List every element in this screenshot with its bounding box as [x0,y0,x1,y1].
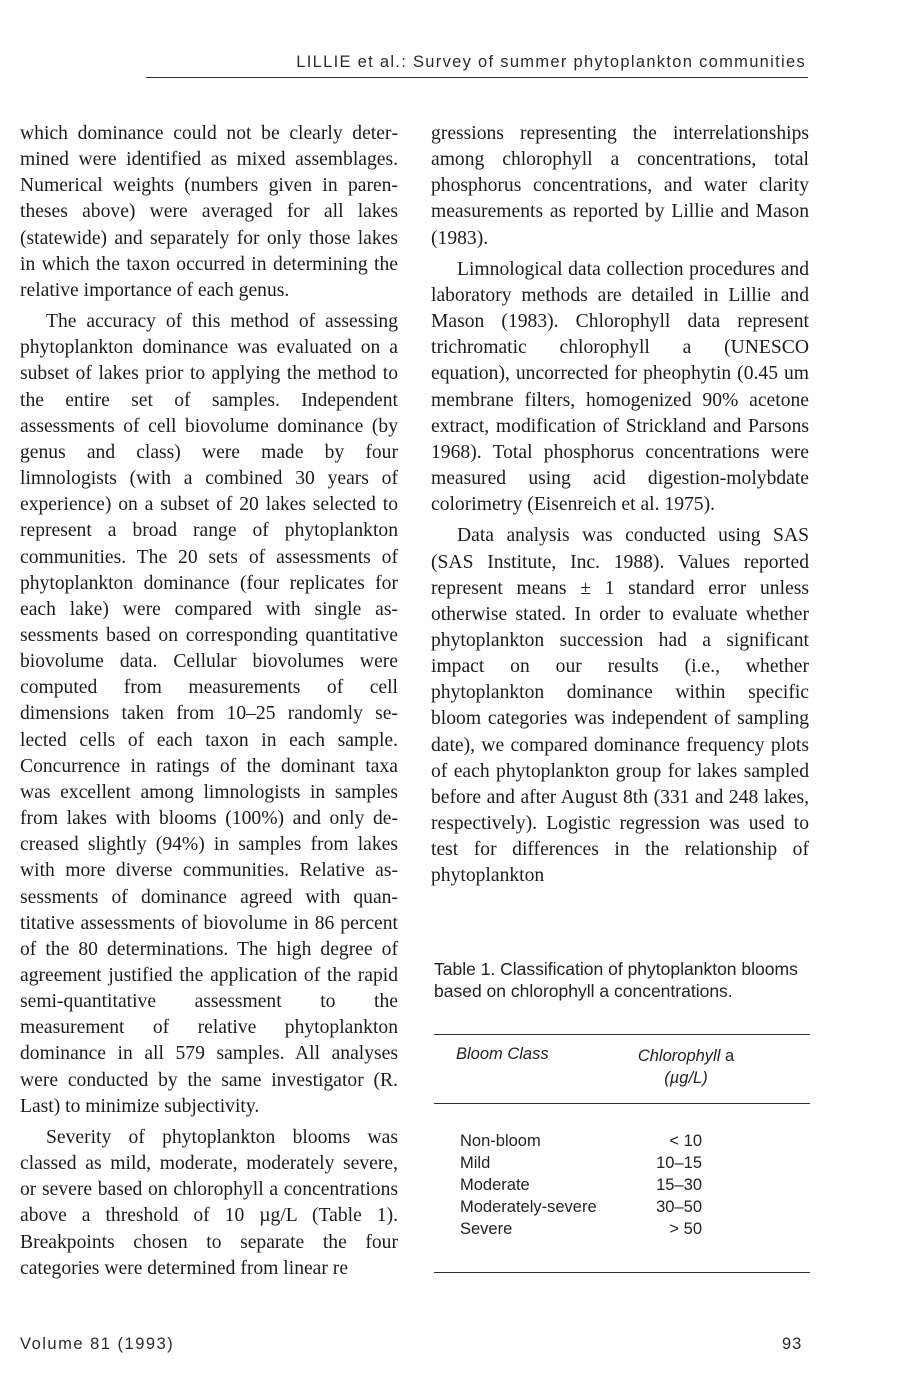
volume-footer: Volume 81 (1993) [20,1335,175,1353]
paragraph-regressions: gressions representing the interrelationships among chlorophyll a concentrations, total phosphorus concentrations, and water clarity measurements as reported by Lillie and Mason (1983). [431,123,809,249]
bloom-class-cell: Severe [460,1220,513,1238]
left-column [20,121,398,1282]
header-chlorophyll-unit: (µg/L) [664,1069,708,1087]
paragraph-analysis: Data analysis was conducted using SAS (SAS Institute, Inc. 1988). Values reported represent means ± 1 standard error unless otherwise stated. In order to evaluate whether phytoplankton succession had a significant impact on our results (i.e., whether phytoplankton dominance within specific bloom categories was independent of sampling date), we compared dominance frequency plots of each phytoplankton group for lakes sampled before and after August 8th (331 and 248 lakes, respectively). Logistic regression was used to test for differences in the relationship of phytoplankton [431,525,809,887]
table-body [434,1104,810,1272]
paragraph-accuracy: The accuracy of this method of assessing phytoplankton dominance was evaluated on a subset of lakes prior to applying the method to the entire set of samples. Independent assessments of cell biovolume dominance (by genus and class) were made by four limnologists (with a combined 30 years of experience) on a subset of 20 lakes selected to represent a broad range of phytoplankton communities. The 20 sets of assessments of phytoplankton dominance (four replicates for each lake) were compared with single assessments based on corresponding quantitative biovolume data. Cellular biovolumes were computed from measurements of cell dimensions taken from 10–25 randomly selected cells of each taxon in each sample. Concurrence in ratings of the dominant taxa was excellent among limnologists in samples from lakes with blooms (100%) and only decreased slightly (94%) in samples from lakes with more diverse communities. Relative assessments of dominance agreed with quantitative assessments of biovolume in 86 percent of the 80 determinations. The high degree of agreement justified the application of the rapid semi-quantitative assessment to the measurement of relative phytoplankton dominance in all 579 samples. All analyses were conducted by the same investigator (R. Last) to minimize subjectivity. [20,311,398,1117]
bloom-class-cell: Non-bloom [460,1132,541,1150]
table-row [434,1220,810,1242]
paragraph-methods: Limnological data collection procedures and laboratory methods are detailed in Lillie and Mason (1983). Chlorophyll data represent trichromatic chlorophyll a (UNESCO equation), uncorrected for pheophytin (0.45 um membrane filters, homogenized 90% acetone extract, modification of Strickland and Parsons 1968). Total phosphorus concentrations were measured using acid digestion-molybdate colorimetry (Eisenreich et al. 1975). [431,258,809,516]
paragraph-severity: Severity of phytoplankton blooms was classed as mild, moderate, moderately severe, or severe based on chlorophyll a concentrations above a threshold of 10 µg/L (Table 1). Breakpoints chosen to separate the four categories were determined from linear re [20,1126,398,1279]
table-caption: Table 1. Classification of phytoplankton blooms based on chlorophyll a concentrations. [434,959,798,1001]
table-row [434,1132,810,1154]
header-rule [146,77,808,78]
bloom-class-cell: Moderately-severe [460,1198,597,1216]
bloom-class-cell: Moderate [460,1176,530,1194]
right-column [431,121,809,890]
page-number: 93 [782,1335,803,1353]
table-row [434,1154,810,1176]
header-chlorophyll-name: Chlorophyll [637,1047,721,1065]
chlorophyll-cell: > 50 [669,1220,702,1238]
table-header [434,1035,810,1103]
header-chlorophyll-variable: a [720,1047,735,1065]
paragraph-continued: which dominance could not be clearly determined were identified as mixed assemblages. Numerical weights (numbers given in parentheses above) were averaged for all lakes (statewide) and separately for only those lakes in which the taxon occurred in determining the relative importance of each genus. [20,123,398,301]
header-bloom-class: Bloom Class [456,1045,549,1063]
bloom-class-cell: Mild [460,1154,491,1172]
header-chlorophyll [630,1045,742,1089]
chlorophyll-cell: 10–15 [656,1154,702,1172]
running-head: LILLIE et al.: Survey of summer phytoplankton communities [296,53,806,71]
chlorophyll-cell: < 10 [669,1132,702,1150]
table-row [434,1198,810,1220]
chlorophyll-cell: 15–30 [656,1176,702,1194]
table-row [434,1176,810,1198]
chlorophyll-cell: 30–50 [656,1198,702,1216]
bloom-classification-table [434,1034,810,1273]
table-bottom-rule [434,1272,810,1273]
